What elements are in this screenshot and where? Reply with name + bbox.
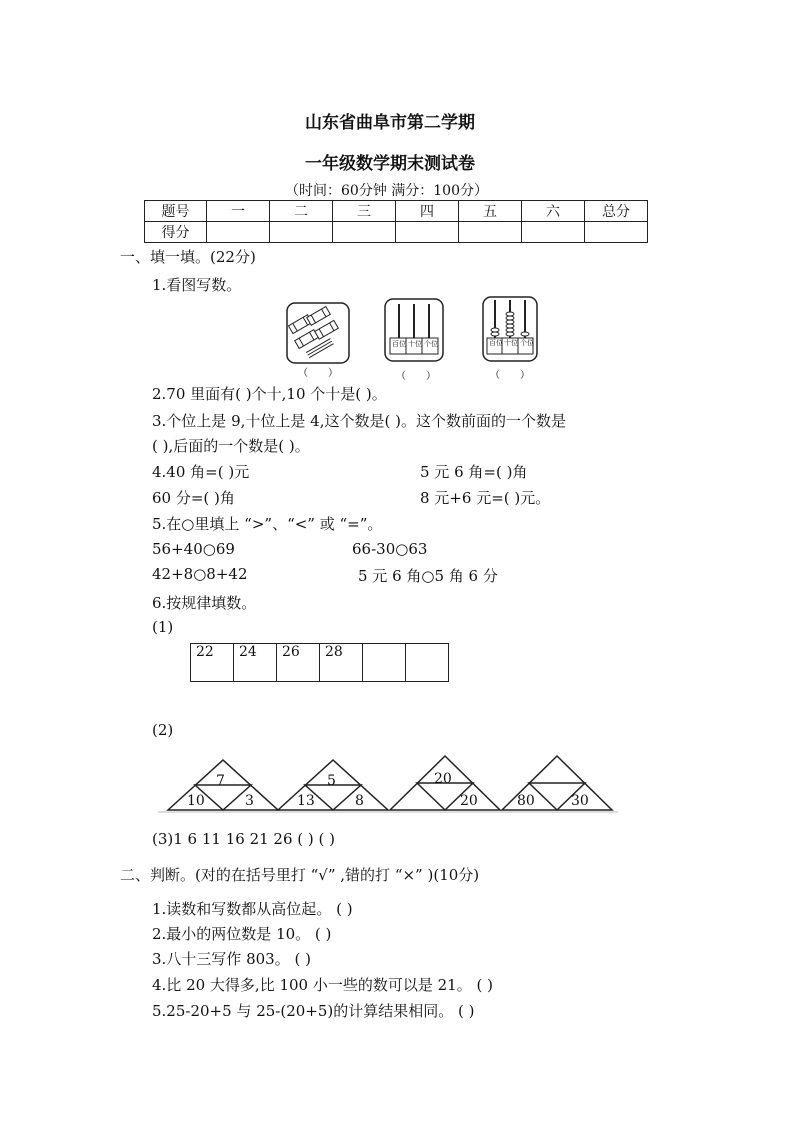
score-input-cell[interactable] — [333, 222, 396, 243]
score-table — [144, 200, 648, 243]
judgment-item-4: 4.比 20 大得多,比 100 小一些的数可以是 21。 ( ) — [152, 976, 493, 994]
answer-paren-2[interactable]: （ ） — [396, 371, 436, 382]
triangle-1-right: 3 — [245, 793, 254, 809]
score-header-cell: 二 — [270, 201, 333, 222]
abacus-2-label-hundreds: 百位 — [489, 339, 503, 347]
question-1-6: 6.按规律填数。 — [152, 594, 257, 612]
score-header-cell: 五 — [459, 201, 522, 222]
score-header-cell: 四 — [396, 201, 459, 222]
compare-4[interactable]: 5 元 6 角○5 角 6 分 — [358, 567, 498, 585]
answer-paren-1[interactable]: （ ） — [298, 368, 338, 379]
compare-2[interactable]: 66-30○63 — [352, 540, 428, 558]
stick-bundles-image — [286, 302, 350, 364]
sequence-cell: 28 — [320, 644, 363, 682]
question-1-6-part3: (3)1 6 11 16 21 26 ( ) ( ) — [152, 830, 336, 848]
triangle-2-left: 13 — [297, 793, 315, 809]
score-row-label: 得分 — [145, 222, 207, 243]
triangle-2-top: 5 — [327, 773, 336, 789]
exam-title: 山东省曲阜市第二学期 — [305, 113, 475, 133]
abacus-1-label-ones: 个位 — [424, 340, 438, 348]
question-1-5: 5.在○里填上 “>”、“<” 或 “=”。 — [152, 515, 383, 533]
abacus-1-label-hundreds: 百位 — [392, 340, 406, 348]
score-input-cell[interactable] — [522, 222, 585, 243]
compare-1[interactable]: 56+40○69 — [152, 540, 235, 558]
score-header-cell: 一 — [207, 201, 270, 222]
abacus-2-label-tens: 十位 — [504, 339, 518, 347]
section-2-heading: 二、判断。(对的在括号里打 “√” ,错的打 “×” )(10分) — [120, 866, 480, 884]
score-header-cell: 三 — [333, 201, 396, 222]
abacus-1-label-tens: 十位 — [408, 340, 422, 348]
question-1-1: 1.看图写数。 — [152, 276, 242, 294]
question-1-2: 2.70 里面有( )个十,10 个十是( )。 — [152, 385, 387, 403]
triangle-4-right: 30 — [571, 793, 589, 809]
score-input-cell[interactable] — [207, 222, 270, 243]
judgment-item-3: 3.八十三写作 803。 ( ) — [152, 950, 311, 968]
section-1-heading: 一、填一填。(22分) — [120, 248, 256, 266]
number-triangles-image — [158, 748, 618, 814]
abacus-image-2 — [482, 296, 538, 362]
score-input-cell[interactable] — [585, 222, 648, 243]
answer-paren-3[interactable]: （ ） — [490, 370, 530, 381]
sequence-cell: 24 — [234, 644, 277, 682]
triangle-1-left: 10 — [187, 793, 205, 809]
question-1-4b-left: 60 分=( )角 — [152, 489, 235, 507]
score-header-cell: 六 — [522, 201, 585, 222]
score-input-cell[interactable] — [270, 222, 333, 243]
judgment-item-1: 1.读数和写数都从高位起。 ( ) — [152, 900, 353, 918]
question-1-3b: ( ),后面的一个数是( )。 — [152, 437, 310, 455]
question-1-4b-right: 8 元+6 元=( )元。 — [420, 489, 551, 507]
question-1-6-part2: (2) — [152, 721, 174, 739]
compare-3[interactable]: 42+8○8+42 — [152, 565, 248, 583]
judgment-item-5: 5.25-20+5 与 25-(20+5)的计算结果相同。 ( ) — [152, 1002, 475, 1020]
score-table-score-row — [145, 222, 648, 243]
triangle-3-top: 20 — [434, 771, 452, 787]
score-input-cell[interactable] — [459, 222, 522, 243]
triangle-4-left: 80 — [517, 793, 535, 809]
score-header-cell: 总分 — [585, 201, 648, 222]
question-1-4a-left: 4.40 角=( )元 — [152, 463, 250, 481]
triangle-1-top: 7 — [216, 773, 225, 789]
triangle-2-right: 8 — [355, 793, 364, 809]
sequence-cell: 22 — [191, 644, 234, 682]
sequence-blank-cell[interactable] — [363, 644, 406, 682]
exam-subtitle: 一年级数学期末测试卷 — [305, 154, 475, 174]
question-1-4a-right: 5 元 6 角=( )角 — [420, 463, 528, 481]
score-table-header-row — [145, 201, 648, 222]
sequence-table — [190, 643, 449, 682]
score-header-cell: 题号 — [145, 201, 207, 222]
exam-meta: （时间：60分钟 满分：100分） — [285, 183, 488, 199]
abacus-2-label-ones: 个位 — [520, 339, 534, 347]
triangle-3-right: 20 — [460, 793, 478, 809]
question-1-6-part1: (1) — [152, 618, 174, 636]
abacus-image-1 — [384, 298, 444, 362]
sequence-blank-cell[interactable] — [406, 644, 449, 682]
question-1-3a: 3.个位上是 9,十位上是 4,这个数是( )。这个数前面的一个数是 — [152, 412, 566, 430]
sequence-cell: 26 — [277, 644, 320, 682]
judgment-item-2: 2.最小的两位数是 10。 ( ) — [152, 925, 332, 943]
score-input-cell[interactable] — [396, 222, 459, 243]
